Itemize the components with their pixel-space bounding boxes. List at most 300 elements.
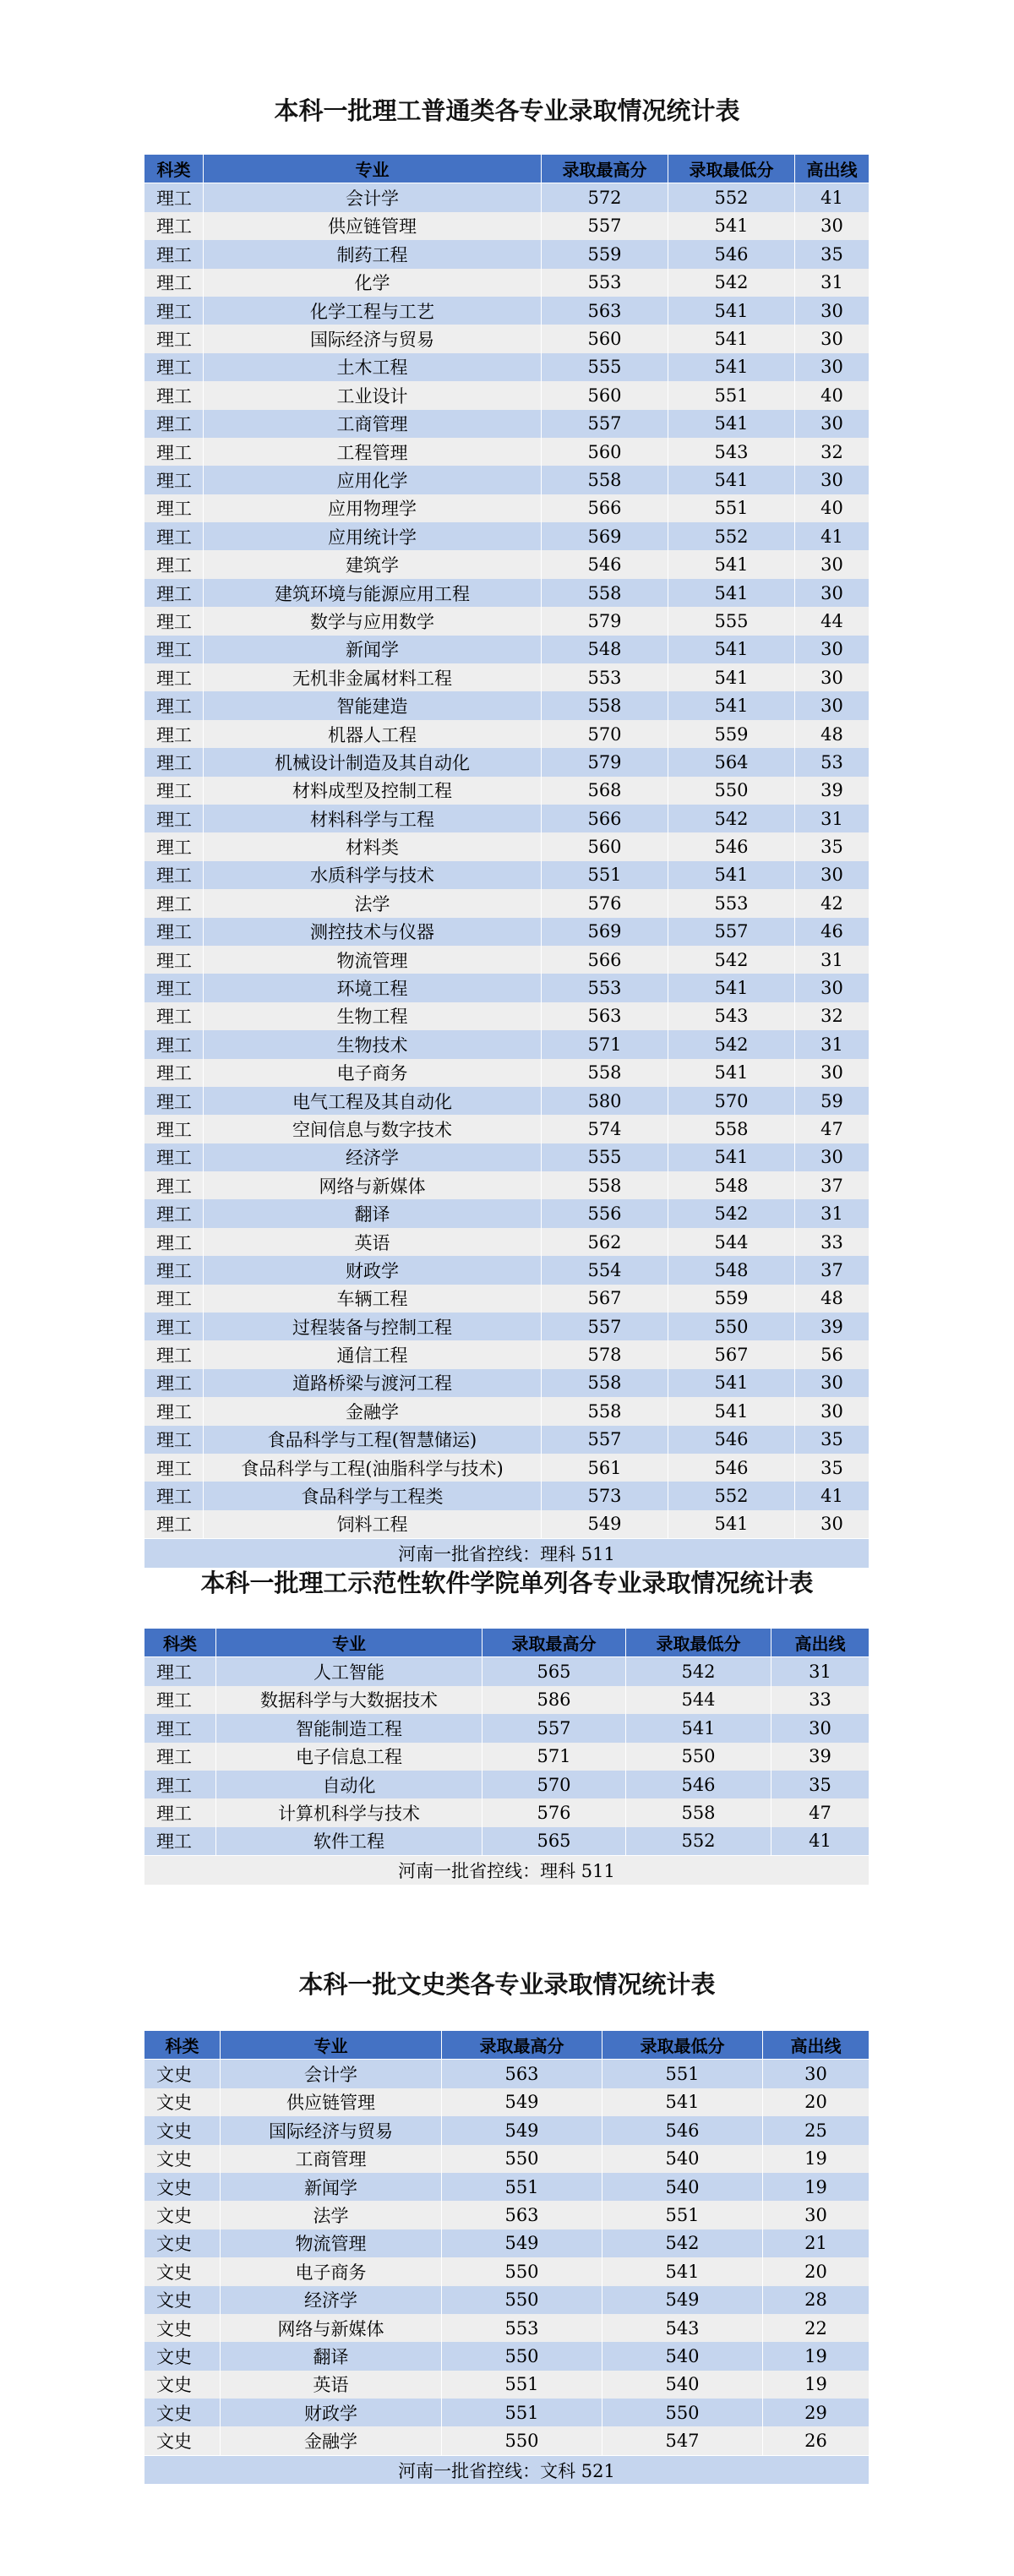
table-row — [144, 1454, 870, 1482]
cell-min-score: 550 — [668, 1313, 795, 1340]
cell-above-line: 30 — [795, 297, 870, 325]
cell-category: 理工 — [144, 1087, 204, 1115]
table-row — [144, 2314, 870, 2342]
cell-category: 理工 — [144, 1510, 204, 1539]
cell-category: 理工 — [144, 607, 204, 635]
cell-min-score: 552 — [668, 1482, 795, 1509]
cell-min-score: 541 — [668, 974, 795, 1001]
cell-category: 理工 — [144, 438, 204, 466]
cell-min-score: 559 — [668, 720, 795, 748]
cell-category: 理工 — [144, 1340, 204, 1368]
cell-category: 文史 — [144, 2399, 221, 2426]
cell-category: 理工 — [144, 1369, 204, 1397]
cell-min-score: 541 — [668, 861, 795, 889]
cell-major: 国际经济与贸易 — [221, 2116, 442, 2144]
table-row — [144, 2088, 870, 2116]
cell-major: 材料成型及控制工程 — [204, 777, 542, 805]
table-row — [144, 607, 870, 635]
cell-above-line: 37 — [795, 1256, 870, 1284]
table-row — [144, 522, 870, 550]
cell-max-score: 555 — [542, 353, 668, 381]
cell-min-score: 550 — [626, 1743, 771, 1771]
cell-min-score: 541 — [668, 663, 795, 691]
cell-max-score: 558 — [542, 1059, 668, 1087]
cell-major: 物流管理 — [204, 946, 542, 974]
cell-min-score: 559 — [668, 1285, 795, 1313]
table-row — [144, 2399, 870, 2426]
cell-max-score: 546 — [542, 550, 668, 578]
cell-min-score: 544 — [668, 1228, 795, 1256]
table-row — [144, 2286, 870, 2314]
cell-max-score: 559 — [542, 240, 668, 268]
cell-category: 理工 — [144, 579, 204, 607]
cell-above-line: 40 — [795, 494, 870, 522]
cell-major: 数据科学与大数据技术 — [216, 1686, 482, 1714]
cell-above-line: 30 — [795, 974, 870, 1001]
cell-max-score: 555 — [542, 1143, 668, 1171]
cell-min-score: 552 — [668, 183, 795, 212]
cell-major: 新闻学 — [221, 2173, 442, 2201]
cell-category: 理工 — [144, 1743, 216, 1771]
table3 — [144, 2030, 870, 2484]
cell-max-score: 557 — [482, 1714, 626, 1742]
table-row — [144, 1340, 870, 1368]
cell-major: 饲料工程 — [204, 1510, 542, 1539]
cell-above-line: 48 — [795, 720, 870, 748]
cell-min-score: 567 — [668, 1340, 795, 1368]
column-header-category: 科类 — [144, 155, 204, 183]
cell-major: 车辆工程 — [204, 1285, 542, 1313]
cell-min-score: 543 — [668, 1002, 795, 1030]
table-row — [144, 212, 870, 240]
cell-major: 智能建造 — [204, 691, 542, 719]
table3-title: 本科一批文史类各专业录取情况统计表 — [298, 1970, 716, 1999]
table-row — [144, 748, 870, 776]
cell-max-score: 573 — [542, 1482, 668, 1509]
cell-max-score: 571 — [542, 1030, 668, 1058]
cell-category: 理工 — [144, 1426, 204, 1454]
cell-above-line: 59 — [795, 1087, 870, 1115]
cell-above-line: 41 — [795, 183, 870, 212]
table2-title: 本科一批理工示范性软件学院单列各专业录取情况统计表 — [200, 1569, 814, 1597]
cell-major: 财政学 — [221, 2399, 442, 2426]
cell-major: 道路桥梁与渡河工程 — [204, 1369, 542, 1397]
cell-above-line: 25 — [763, 2116, 870, 2144]
cell-category: 理工 — [144, 805, 204, 832]
table-row — [144, 2060, 870, 2088]
cell-min-score: 541 — [668, 410, 795, 438]
table-row — [144, 1030, 870, 1058]
cell-category: 理工 — [144, 353, 204, 381]
cell-min-score: 541 — [668, 1143, 795, 1171]
cell-above-line: 30 — [795, 663, 870, 691]
cell-min-score: 546 — [668, 832, 795, 860]
cell-above-line: 39 — [795, 1313, 870, 1340]
column-header-min-score: 录取最低分 — [668, 155, 795, 183]
cell-max-score: 560 — [542, 381, 668, 409]
cell-major: 制药工程 — [204, 240, 542, 268]
cell-max-score: 566 — [542, 805, 668, 832]
table-row — [144, 579, 870, 607]
cell-above-line: 29 — [763, 2399, 870, 2426]
cell-max-score: 574 — [542, 1115, 668, 1143]
cell-max-score: 561 — [542, 1454, 668, 1482]
cell-min-score: 543 — [668, 438, 795, 466]
table-row — [144, 861, 870, 889]
cell-category: 理工 — [144, 1002, 204, 1030]
cell-min-score: 541 — [668, 325, 795, 352]
cell-category: 文史 — [144, 2426, 221, 2455]
table-row — [144, 974, 870, 1001]
table-row — [144, 1743, 870, 1771]
cell-min-score: 543 — [602, 2314, 763, 2342]
cell-major: 测控技术与仪器 — [204, 918, 542, 946]
cell-major: 工业设计 — [204, 381, 542, 409]
cell-min-score: 547 — [602, 2426, 763, 2455]
table-row — [144, 1686, 870, 1714]
cell-category: 理工 — [144, 550, 204, 578]
table-row — [144, 494, 870, 522]
cell-min-score: 557 — [668, 918, 795, 946]
cell-above-line: 30 — [763, 2060, 870, 2088]
cell-above-line: 19 — [763, 2173, 870, 2201]
cell-min-score: 546 — [602, 2116, 763, 2144]
cell-max-score: 558 — [542, 691, 668, 719]
table-row — [144, 325, 870, 352]
cell-major: 食品科学与工程(油脂科学与技术) — [204, 1454, 542, 1482]
table2-footer-row — [144, 1856, 870, 1885]
cell-above-line: 30 — [795, 353, 870, 381]
cell-category: 理工 — [144, 1657, 216, 1686]
table-row — [144, 410, 870, 438]
cell-category: 理工 — [144, 269, 204, 297]
cell-min-score: 546 — [668, 1426, 795, 1454]
cell-major: 供应链管理 — [221, 2088, 442, 2116]
cell-min-score: 546 — [668, 1454, 795, 1482]
cell-min-score: 555 — [668, 607, 795, 635]
table1 — [144, 154, 870, 1568]
cell-above-line: 20 — [763, 2257, 870, 2285]
cell-max-score: 558 — [542, 1369, 668, 1397]
cell-category: 理工 — [144, 466, 204, 494]
cell-major: 英语 — [221, 2371, 442, 2399]
cell-category: 理工 — [144, 691, 204, 719]
cell-category: 理工 — [144, 1115, 204, 1143]
cell-category: 理工 — [144, 663, 204, 691]
cell-category: 理工 — [144, 1199, 204, 1227]
cell-category: 理工 — [144, 1827, 216, 1856]
cell-max-score: 549 — [442, 2116, 602, 2144]
cell-category: 理工 — [144, 946, 204, 974]
table-row — [144, 269, 870, 297]
cell-above-line: 30 — [763, 2201, 870, 2229]
cell-major: 材料科学与工程 — [204, 805, 542, 832]
cell-major: 化学 — [204, 269, 542, 297]
table-row — [144, 1657, 870, 1686]
cell-category: 文史 — [144, 2201, 221, 2229]
cell-max-score: 554 — [542, 1256, 668, 1284]
cell-category: 理工 — [144, 1771, 216, 1798]
column-header-category: 科类 — [144, 1629, 216, 1657]
cell-max-score: 576 — [542, 889, 668, 917]
cell-max-score: 571 — [482, 1743, 626, 1771]
cell-major: 自动化 — [216, 1771, 482, 1798]
cell-above-line: 31 — [795, 946, 870, 974]
table3-footer-row — [144, 2455, 870, 2484]
table-row — [144, 1002, 870, 1030]
cell-max-score: 563 — [442, 2201, 602, 2229]
table-row — [144, 353, 870, 381]
table-row — [144, 1827, 870, 1856]
cell-above-line: 22 — [763, 2314, 870, 2342]
table-row — [144, 2201, 870, 2229]
cell-above-line: 30 — [771, 1714, 870, 1742]
cell-above-line: 30 — [795, 861, 870, 889]
cell-major: 土木工程 — [204, 353, 542, 381]
cell-major: 人工智能 — [216, 1657, 482, 1686]
table-row — [144, 1059, 870, 1087]
cell-above-line: 30 — [795, 579, 870, 607]
cell-above-line: 32 — [795, 1002, 870, 1030]
table-row — [144, 240, 870, 268]
table-row — [144, 2342, 870, 2370]
cell-major: 法学 — [204, 889, 542, 917]
cell-major: 会计学 — [221, 2060, 442, 2088]
cell-above-line: 19 — [763, 2342, 870, 2370]
column-header-category: 科类 — [144, 2031, 221, 2060]
cell-max-score: 558 — [542, 466, 668, 494]
cell-major: 环境工程 — [204, 974, 542, 1001]
cell-min-score: 541 — [668, 1397, 795, 1425]
cell-min-score: 540 — [602, 2371, 763, 2399]
table-row — [144, 438, 870, 466]
cell-major: 金融学 — [221, 2426, 442, 2455]
cell-category: 理工 — [144, 240, 204, 268]
cell-above-line: 37 — [795, 1171, 870, 1199]
cell-max-score: 579 — [542, 748, 668, 776]
table2-footer-note: 河南一批省控线：理科 511 — [144, 1856, 870, 1885]
cell-category: 文史 — [144, 2145, 221, 2173]
cell-min-score: 544 — [626, 1686, 771, 1714]
table-row — [144, 1510, 870, 1539]
table-row — [144, 2229, 870, 2257]
cell-category: 理工 — [144, 494, 204, 522]
cell-min-score: 558 — [668, 1115, 795, 1143]
table-row — [144, 1714, 870, 1742]
table-row — [144, 550, 870, 578]
cell-min-score: 551 — [668, 494, 795, 522]
cell-above-line: 35 — [771, 1771, 870, 1798]
cell-major: 应用统计学 — [204, 522, 542, 550]
cell-category: 理工 — [144, 297, 204, 325]
cell-min-score: 550 — [668, 777, 795, 805]
cell-major: 网络与新媒体 — [204, 1171, 542, 1199]
cell-category: 文史 — [144, 2060, 221, 2088]
cell-category: 理工 — [144, 1482, 204, 1509]
cell-max-score: 560 — [542, 832, 668, 860]
cell-min-score: 553 — [668, 889, 795, 917]
cell-above-line: 35 — [795, 1426, 870, 1454]
cell-max-score: 553 — [542, 663, 668, 691]
cell-min-score: 550 — [602, 2399, 763, 2426]
table-row — [144, 1228, 870, 1256]
table-row — [144, 1482, 870, 1509]
table-row — [144, 1087, 870, 1115]
cell-category: 理工 — [144, 889, 204, 917]
cell-major: 电气工程及其自动化 — [204, 1087, 542, 1115]
cell-category: 文史 — [144, 2173, 221, 2201]
cell-category: 理工 — [144, 748, 204, 776]
table1-header-row — [144, 155, 870, 183]
table-row — [144, 1199, 870, 1227]
cell-min-score: 549 — [602, 2286, 763, 2314]
column-header-above-line: 高出线 — [771, 1629, 870, 1657]
cell-max-score: 551 — [442, 2173, 602, 2201]
column-header-min-score: 录取最低分 — [602, 2031, 763, 2060]
cell-above-line: 35 — [795, 240, 870, 268]
table-row — [144, 2371, 870, 2399]
cell-max-score: 566 — [542, 494, 668, 522]
cell-max-score: 551 — [542, 861, 668, 889]
table-row — [144, 946, 870, 974]
cell-max-score: 586 — [482, 1686, 626, 1714]
cell-above-line: 19 — [763, 2371, 870, 2399]
cell-above-line: 31 — [771, 1657, 870, 1686]
cell-max-score: 551 — [442, 2399, 602, 2426]
cell-min-score: 541 — [668, 1369, 795, 1397]
table-row — [144, 1426, 870, 1454]
table-row — [144, 297, 870, 325]
cell-max-score: 550 — [442, 2286, 602, 2314]
cell-category: 理工 — [144, 974, 204, 1001]
cell-major: 工程管理 — [204, 438, 542, 466]
cell-max-score: 557 — [542, 212, 668, 240]
table1-title: 本科一批理工普通类各专业录取情况统计表 — [274, 96, 740, 125]
cell-above-line: 47 — [771, 1798, 870, 1826]
column-header-above-line: 高出线 — [795, 155, 870, 183]
cell-min-score: 542 — [668, 805, 795, 832]
cell-category: 理工 — [144, 720, 204, 748]
cell-major: 物流管理 — [221, 2229, 442, 2257]
cell-min-score: 542 — [668, 1199, 795, 1227]
cell-min-score: 551 — [602, 2060, 763, 2088]
cell-category: 理工 — [144, 1798, 216, 1826]
cell-above-line: 35 — [795, 832, 870, 860]
cell-major: 通信工程 — [204, 1340, 542, 1368]
column-header-max-score: 录取最高分 — [542, 155, 668, 183]
cell-above-line: 56 — [795, 1340, 870, 1368]
table-row — [144, 1285, 870, 1313]
table-row — [144, 2257, 870, 2285]
column-header-major: 专业 — [221, 2031, 442, 2060]
table-row — [144, 1369, 870, 1397]
cell-max-score: 553 — [442, 2314, 602, 2342]
cell-category: 理工 — [144, 1256, 204, 1284]
table1-footer-row — [144, 1539, 870, 1568]
cell-max-score: 556 — [542, 1199, 668, 1227]
cell-min-score: 551 — [668, 381, 795, 409]
table-row — [144, 889, 870, 917]
cell-major: 翻译 — [221, 2342, 442, 2370]
cell-above-line: 31 — [795, 269, 870, 297]
cell-category: 文史 — [144, 2342, 221, 2370]
cell-min-score: 541 — [668, 579, 795, 607]
table-row — [144, 1798, 870, 1826]
cell-major: 计算机科学与技术 — [216, 1798, 482, 1826]
cell-major: 电子信息工程 — [216, 1743, 482, 1771]
cell-above-line: 28 — [763, 2286, 870, 2314]
column-header-max-score: 录取最高分 — [442, 2031, 602, 2060]
table2 — [144, 1628, 870, 1885]
cell-max-score: 557 — [542, 1426, 668, 1454]
cell-max-score: 550 — [442, 2145, 602, 2173]
cell-major: 英语 — [204, 1228, 542, 1256]
cell-category: 理工 — [144, 777, 204, 805]
cell-category: 理工 — [144, 1285, 204, 1313]
cell-min-score: 551 — [602, 2201, 763, 2229]
cell-min-score: 546 — [668, 240, 795, 268]
column-header-above-line: 高出线 — [763, 2031, 870, 2060]
cell-category: 理工 — [144, 1143, 204, 1171]
cell-min-score: 541 — [602, 2088, 763, 2116]
cell-above-line: 30 — [795, 325, 870, 352]
cell-max-score: 553 — [542, 269, 668, 297]
cell-min-score: 548 — [668, 1256, 795, 1284]
cell-major: 水质科学与技术 — [204, 861, 542, 889]
table-row — [144, 183, 870, 212]
cell-major: 应用化学 — [204, 466, 542, 494]
table3-header-row — [144, 2031, 870, 2060]
cell-category: 理工 — [144, 381, 204, 409]
cell-major: 网络与新媒体 — [221, 2314, 442, 2342]
cell-max-score: 548 — [542, 636, 668, 663]
cell-above-line: 41 — [795, 1482, 870, 1509]
cell-category: 理工 — [144, 1397, 204, 1425]
cell-category: 理工 — [144, 918, 204, 946]
cell-above-line: 19 — [763, 2145, 870, 2173]
table-row — [144, 918, 870, 946]
cell-min-score: 564 — [668, 748, 795, 776]
cell-major: 翻译 — [204, 1199, 542, 1227]
cell-major: 国际经济与贸易 — [204, 325, 542, 352]
cell-above-line: 48 — [795, 1285, 870, 1313]
cell-max-score: 549 — [442, 2229, 602, 2257]
cell-category: 理工 — [144, 1454, 204, 1482]
cell-min-score: 540 — [602, 2145, 763, 2173]
cell-major: 新闻学 — [204, 636, 542, 663]
cell-major: 无机非金属材料工程 — [204, 663, 542, 691]
table-row — [144, 1256, 870, 1284]
cell-above-line: 30 — [795, 410, 870, 438]
cell-min-score: 541 — [668, 691, 795, 719]
cell-max-score: 550 — [442, 2342, 602, 2370]
cell-category: 理工 — [144, 1030, 204, 1058]
cell-major: 生物工程 — [204, 1002, 542, 1030]
table-row — [144, 636, 870, 663]
cell-min-score: 542 — [668, 269, 795, 297]
table-row — [144, 1313, 870, 1340]
cell-max-score: 566 — [542, 946, 668, 974]
cell-major: 机器人工程 — [204, 720, 542, 748]
cell-category: 文史 — [144, 2229, 221, 2257]
table-row — [144, 381, 870, 409]
cell-major: 经济学 — [221, 2286, 442, 2314]
cell-min-score: 546 — [626, 1771, 771, 1798]
table-row — [144, 1397, 870, 1425]
cell-min-score: 542 — [626, 1657, 771, 1686]
cell-max-score: 568 — [542, 777, 668, 805]
cell-major: 建筑学 — [204, 550, 542, 578]
